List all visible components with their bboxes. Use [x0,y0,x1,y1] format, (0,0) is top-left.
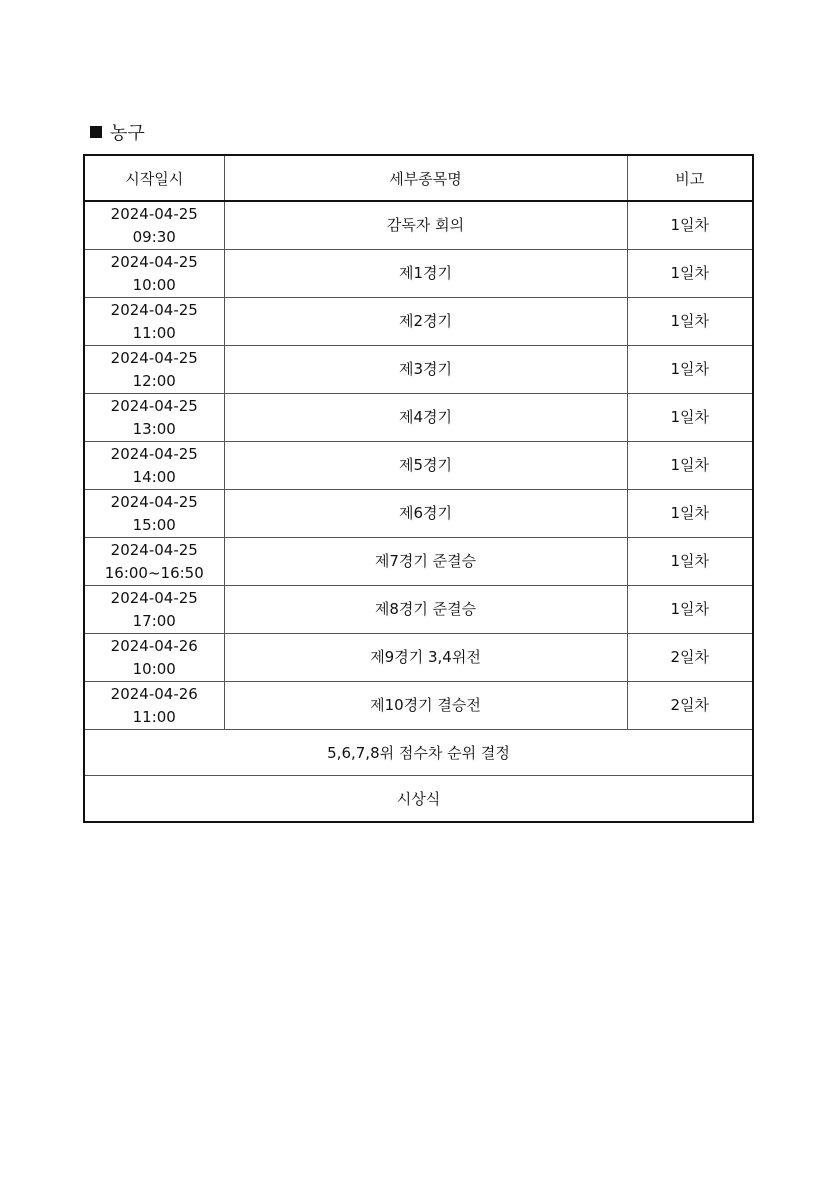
schedule-table [83,154,754,823]
table-row-ceremony [84,776,753,823]
time-text: 16:00~16:50 [104,563,204,582]
event-name-cell: 제10경기 결승전 [224,682,627,730]
time-text: 17:00 [132,611,176,630]
table-row [84,490,753,538]
event-name-cell: 제4경기 [224,394,627,442]
table-row [84,298,753,346]
table-header-row [84,155,753,201]
time-text: 14:00 [132,467,176,486]
start-datetime-cell [84,586,224,634]
column-header-event-name: 세부종목명 [224,155,627,201]
note-cell: 1일차 [627,201,753,250]
start-datetime-cell [84,538,224,586]
time-text: 15:00 [132,515,176,534]
event-name-cell: 제7경기 준결승 [224,538,627,586]
date-text: 2024-04-25 [110,300,198,319]
date-text: 2024-04-25 [110,204,198,223]
date-text: 2024-04-26 [110,636,198,655]
note-cell: 1일차 [627,490,753,538]
date-text: 2024-04-25 [110,492,198,511]
time-text: 13:00 [132,419,176,438]
start-datetime-cell [84,442,224,490]
table-row [84,201,753,250]
event-name-cell: 제6경기 [224,490,627,538]
black-square-bullet-icon [90,126,102,138]
table-row [84,586,753,634]
time-text: 09:30 [132,227,176,246]
time-text: 10:00 [132,275,176,294]
award-ceremony-cell: 시상식 [84,776,753,823]
start-datetime-cell [84,682,224,730]
table-row [84,346,753,394]
table-row [84,442,753,490]
start-datetime-cell [84,201,224,250]
event-name-cell: 감독자 회의 [224,201,627,250]
table-row-ranking [84,730,753,776]
date-text: 2024-04-25 [110,588,198,607]
time-text: 11:00 [132,707,176,726]
note-cell: 2일차 [627,634,753,682]
event-name-cell: 제1경기 [224,250,627,298]
table-row [84,394,753,442]
event-name-cell: 제3경기 [224,346,627,394]
start-datetime-cell [84,490,224,538]
event-name-cell: 제8경기 준결승 [224,586,627,634]
date-text: 2024-04-25 [110,540,198,559]
time-text: 10:00 [132,659,176,678]
event-name-cell: 제5경기 [224,442,627,490]
note-cell: 1일차 [627,250,753,298]
table-row [84,634,753,682]
table-row [84,538,753,586]
note-cell: 2일차 [627,682,753,730]
column-header-note: 비고 [627,155,753,201]
time-text: 12:00 [132,371,176,390]
event-name-cell: 제9경기 3,4위전 [224,634,627,682]
date-text: 2024-04-26 [110,684,198,703]
table-row [84,682,753,730]
start-datetime-cell [84,394,224,442]
time-text: 11:00 [132,323,176,342]
note-cell: 1일차 [627,298,753,346]
note-cell: 1일차 [627,442,753,490]
note-cell: 1일차 [627,394,753,442]
section-title: 농구 [110,123,145,144]
start-datetime-cell [84,346,224,394]
start-datetime-cell [84,250,224,298]
column-header-start-datetime: 시작일시 [84,155,224,201]
date-text: 2024-04-25 [110,252,198,271]
table-row [84,250,753,298]
note-cell: 1일차 [627,346,753,394]
date-text: 2024-04-25 [110,396,198,415]
start-datetime-cell [84,298,224,346]
ranking-decision-cell: 5,6,7,8위 점수차 순위 결정 [84,730,753,776]
date-text: 2024-04-25 [110,348,198,367]
section-heading [90,119,145,145]
date-text: 2024-04-25 [110,444,198,463]
note-cell: 1일차 [627,538,753,586]
event-name-cell: 제2경기 [224,298,627,346]
note-cell: 1일차 [627,586,753,634]
start-datetime-cell [84,634,224,682]
